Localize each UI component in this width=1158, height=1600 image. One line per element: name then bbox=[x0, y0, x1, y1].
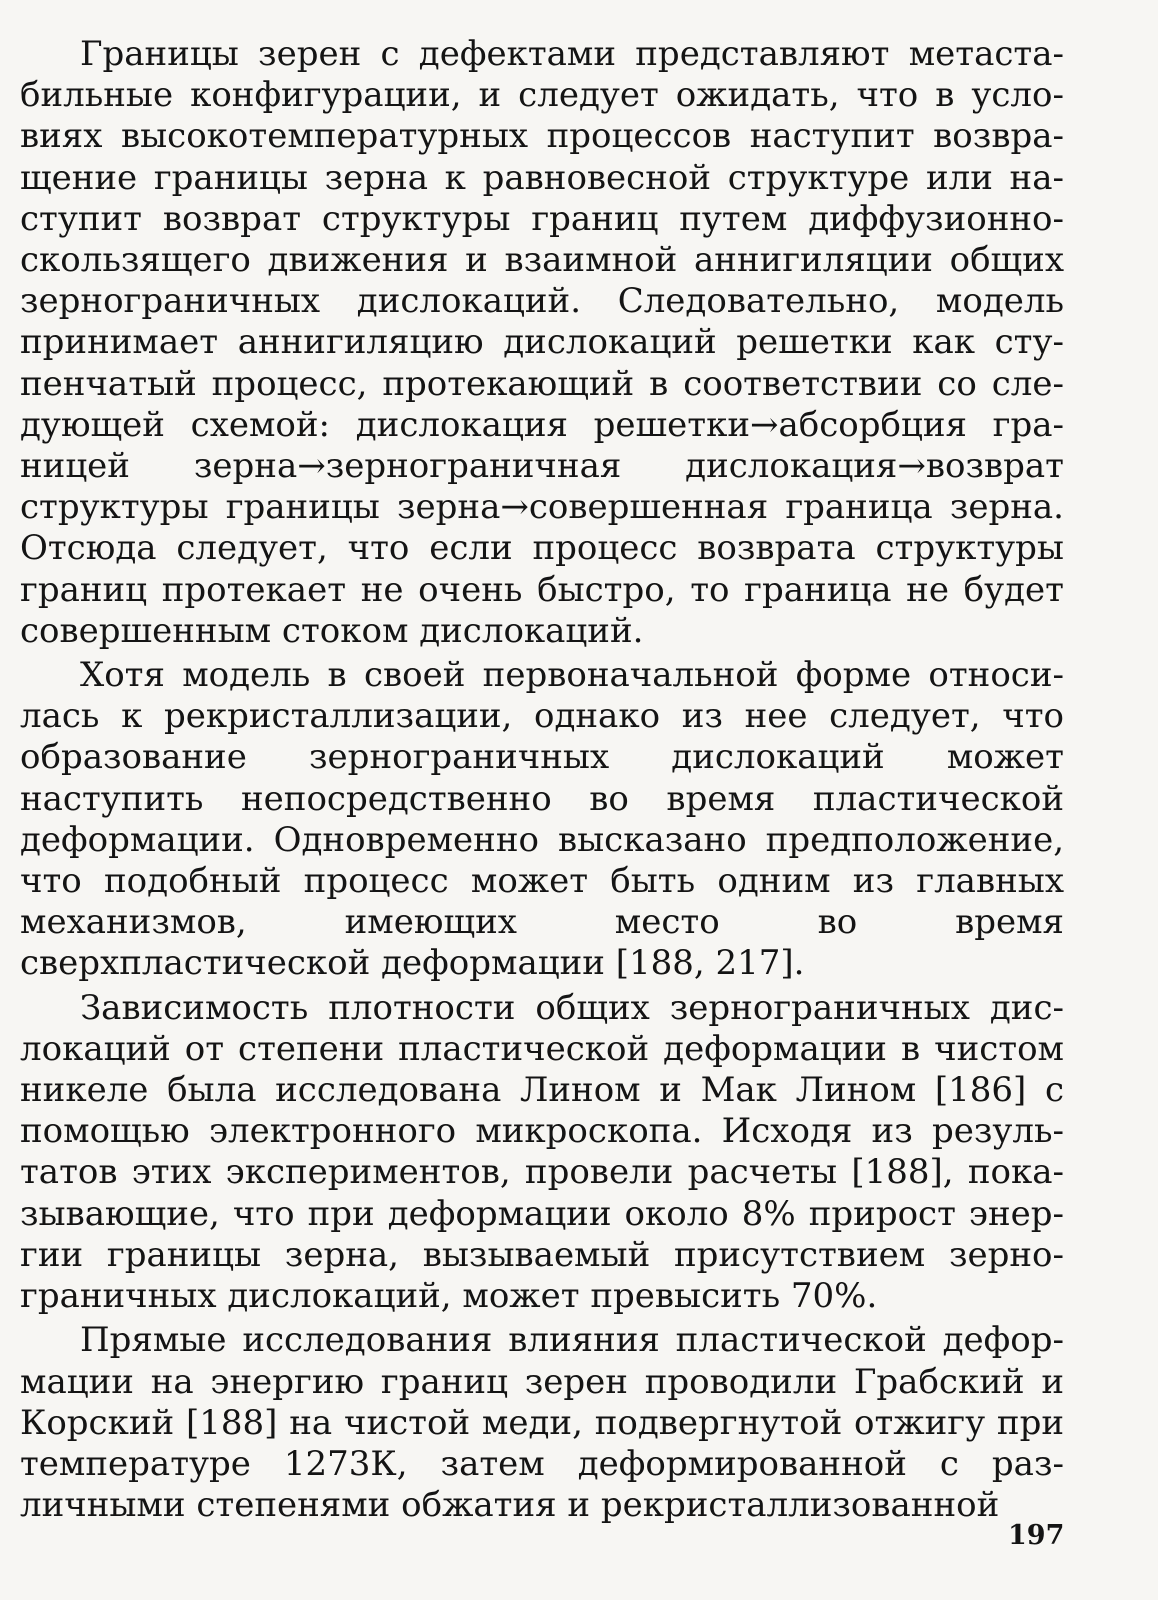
paragraph-1: Границы зерен с дефектами представляют метастабильные конфигурации, и следует ожидать, что в условиях высокотемпературных процессов наступит возвращение границы зерна к равновесной структуре или наступит возврат структуры границ путем диффузионно-скользящего движения и взаимной аннигиляции общих зернограничных дислокаций. Следовательно, модель принимает аннигиляцию дислокаций решетки как ступенчатый процесс, протекающий в соответствии со следующей схемой: дислокация решетки→абсорбция границей зерна→зернограничная дислокация→возврат структуры границы зерна→совершенная граница зерна. Отсюда следует, что если процесс возврата структуры границ протекает не очень быстро, то граница не будет совершенным стоком дислокаций. bbox=[20, 34, 1064, 651]
page-body bbox=[20, 34, 1064, 1526]
paragraph-4: Прямые исследования влияния пластической деформации на энергию границ зерен проводили Грабский и Корский [188] на чистой меди, подвергнутой отжигу при температуре 1273К, затем деформированной с различными степенями обжатия и рекристаллизованной bbox=[20, 1320, 1064, 1526]
paragraph-2: Хотя модель в своей первоначальной форме относилась к рекристаллизации, однако из нее следует, что образование зернограничных дислокаций может наступить непосредственно во время пластической деформации. Одновременно высказано предположение, что подобный процесс может быть одним из главных механизмов, имеющих место во время сверхпластической деформации [188, 217]. bbox=[20, 655, 1064, 984]
page-number: 197 bbox=[1008, 1520, 1065, 1551]
paragraph-3: Зависимость плотности общих зернограничных дислокаций от степени пластической деформации в чистом никеле была исследована Лином и Мак Лином [186] с помощью электронного микроскопа. Исходя из результатов этих экспериментов, провели расчеты [188], показывающие, что при деформации около 8% прирост энергии границы зерна, вызываемый присутствием зернограничных дислокаций, может превысить 70%. bbox=[20, 987, 1064, 1317]
